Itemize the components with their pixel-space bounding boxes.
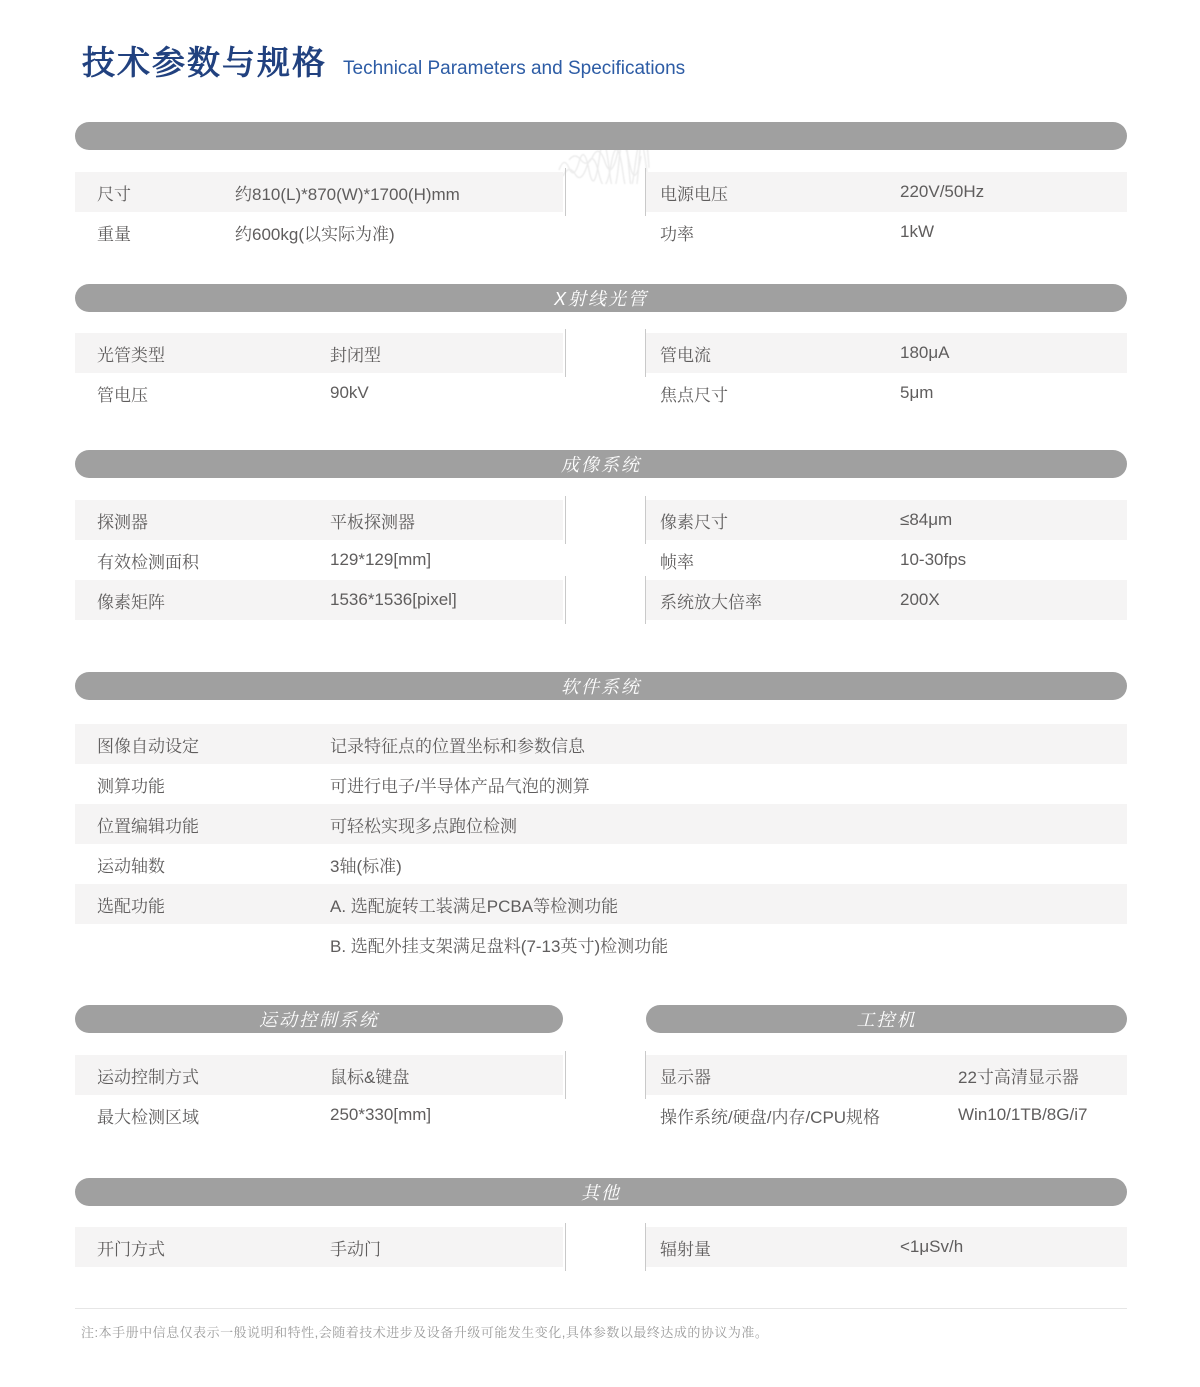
section-bar-software <box>75 672 1127 700</box>
table-row <box>646 172 1127 212</box>
spec-label: 选配功能 <box>97 896 165 916</box>
spec-label: 开门方式 <box>97 1239 165 1259</box>
spec-label: 辐射量 <box>660 1239 711 1259</box>
spec-value: 手动门 <box>330 1239 381 1259</box>
table-imaging-right <box>646 500 1127 620</box>
table-xray-left <box>75 333 563 413</box>
footnote: 注:本手册中信息仅表示一般说明和特性,会随着技术进步及设备升级可能发生变化,具体参数以最终达成的协议为准。 <box>81 1325 769 1340</box>
section-bar-imaging-label: 成像系统 <box>561 455 641 475</box>
spec-value: 22寸高清显示器 <box>958 1067 1079 1087</box>
table-row <box>646 373 1127 413</box>
spec-label: 像素尺寸 <box>660 512 728 532</box>
spec-value: 约810(L)*870(W)*1700(H)mm <box>235 184 460 204</box>
spec-value: Win10/1TB/8G/i7 <box>958 1105 1088 1124</box>
table-imaging-left <box>75 500 563 620</box>
spec-value: 封闭型 <box>330 345 381 365</box>
spec-label: 有效检测面积 <box>97 552 199 572</box>
table-industrial-pc <box>646 1055 1127 1135</box>
table-basic <box>75 172 1127 252</box>
table-other-left <box>75 1227 563 1267</box>
table-basic-right <box>646 172 1127 252</box>
spec-value: 10-30fps <box>900 550 967 569</box>
spec-label: 重量 <box>97 224 131 244</box>
spec-label: 显示器 <box>660 1067 711 1087</box>
table-row <box>75 924 1127 964</box>
table-xray-right <box>646 333 1127 413</box>
spec-label: 系统放大倍率 <box>660 592 762 612</box>
table-row <box>75 884 1127 924</box>
table-row <box>75 1055 563 1095</box>
table-row <box>646 333 1127 373</box>
table-other <box>75 1227 1127 1267</box>
section-bar-basic <box>75 122 1127 150</box>
spec-value: 可轻松实现多点跑位检测 <box>330 816 517 836</box>
table-xray-tube <box>75 333 1127 413</box>
table-row <box>75 580 563 620</box>
spec-value: 3轴(标准) <box>330 856 402 876</box>
spec-label: 功率 <box>660 224 694 244</box>
spec-value: A. 选配旋转工装满足PCBA等检测功能 <box>330 896 619 916</box>
section-bar-other-label: 其他 <box>581 1183 621 1203</box>
section-bar-software-label: 软件系统 <box>561 677 641 697</box>
spec-value: 5μm <box>900 383 934 402</box>
spec-label: 图像自动设定 <box>97 736 199 756</box>
section-bar-imaging <box>75 450 1127 478</box>
table-other-right <box>646 1227 1127 1267</box>
section-bar-industrial-pc <box>646 1005 1127 1033</box>
spec-label: 尺寸 <box>97 184 131 204</box>
page-header <box>82 0 1200 84</box>
table-imaging <box>75 500 1127 620</box>
page-subtitle: Technical Parameters and Specifications <box>343 58 686 79</box>
section-bar-motion-control-label: 运动控制系统 <box>259 1010 379 1030</box>
spec-value: 鼠标&键盘 <box>330 1067 410 1087</box>
table-row <box>75 172 563 212</box>
spec-value: 1536*1536[pixel] <box>330 590 457 609</box>
spec-label: 管电流 <box>660 345 711 365</box>
spec-label: 运动控制方式 <box>97 1067 199 1087</box>
table-row <box>75 844 1127 884</box>
spec-value: 200X <box>900 590 940 609</box>
footer-divider <box>75 1308 1127 1309</box>
spec-label: 帧率 <box>660 552 694 572</box>
spec-label: 管电压 <box>97 385 148 405</box>
table-row <box>75 333 563 373</box>
spec-label: 运动轴数 <box>97 856 165 876</box>
table-row <box>75 1227 563 1267</box>
spec-label: 测算功能 <box>97 776 165 796</box>
spec-label: 电源电压 <box>660 184 728 204</box>
section-bar-industrial-pc-label: 工控机 <box>856 1010 917 1030</box>
table-row <box>75 724 1127 764</box>
table-row <box>646 580 1127 620</box>
section-industrial-pc <box>646 1005 1127 1135</box>
table-row <box>646 540 1127 580</box>
page-title: 技术参数与规格 <box>82 44 327 81</box>
spec-value: 约600kg(以实际为准) <box>235 224 395 244</box>
spec-label: 焦点尺寸 <box>660 385 728 405</box>
table-row <box>75 540 563 580</box>
table-row <box>75 804 1127 844</box>
section-motion-control <box>75 1005 563 1135</box>
spec-value: 记录特征点的位置坐标和参数信息 <box>330 736 585 756</box>
table-row <box>75 500 563 540</box>
half-sections <box>75 1005 1127 1135</box>
spec-value: 180μA <box>900 343 950 362</box>
section-bar-xray-tube <box>75 284 1127 312</box>
spec-value: 90kV <box>330 383 369 402</box>
spec-value: 220V/50Hz <box>900 182 985 201</box>
spec-value: <1μSv/h <box>900 1237 964 1256</box>
table-motion-control <box>75 1055 563 1135</box>
table-row <box>646 1227 1127 1267</box>
spec-label: 操作系统/硬盘/内存/CPU规格 <box>660 1107 881 1127</box>
spec-value: ≤84μm <box>900 510 953 529</box>
spec-value: 可进行电子/半导体产品气泡的测算 <box>330 776 590 796</box>
spec-label: 光管类型 <box>97 345 165 365</box>
section-bar-xray-tube-label: X射线光管 <box>553 289 648 309</box>
spec-value: 250*330[mm] <box>330 1105 432 1124</box>
table-row <box>75 212 563 252</box>
spec-value: 129*129[mm] <box>330 550 432 569</box>
section-bar-other <box>75 1178 1127 1206</box>
table-row <box>75 373 563 413</box>
table-row <box>646 500 1127 540</box>
table-row <box>646 1055 1127 1095</box>
section-bar-motion-control <box>75 1005 563 1033</box>
content <box>75 122 1127 1341</box>
spec-label: 最大检测区域 <box>97 1107 199 1127</box>
spec-label: 位置编辑功能 <box>97 816 199 836</box>
table-row <box>646 1095 1127 1135</box>
spec-value: 1kW <box>900 222 934 241</box>
table-software <box>75 724 1127 964</box>
spec-label: 像素矩阵 <box>97 592 165 612</box>
table-row <box>75 764 1127 804</box>
table-basic-left <box>75 172 563 252</box>
spec-value: B. 选配外挂支架满足盘料(7-13英寸)检测功能 <box>330 936 669 956</box>
table-row <box>75 1095 563 1135</box>
spec-label: 探测器 <box>97 512 148 532</box>
spec-value: 平板探测器 <box>330 512 415 532</box>
table-row <box>646 212 1127 252</box>
